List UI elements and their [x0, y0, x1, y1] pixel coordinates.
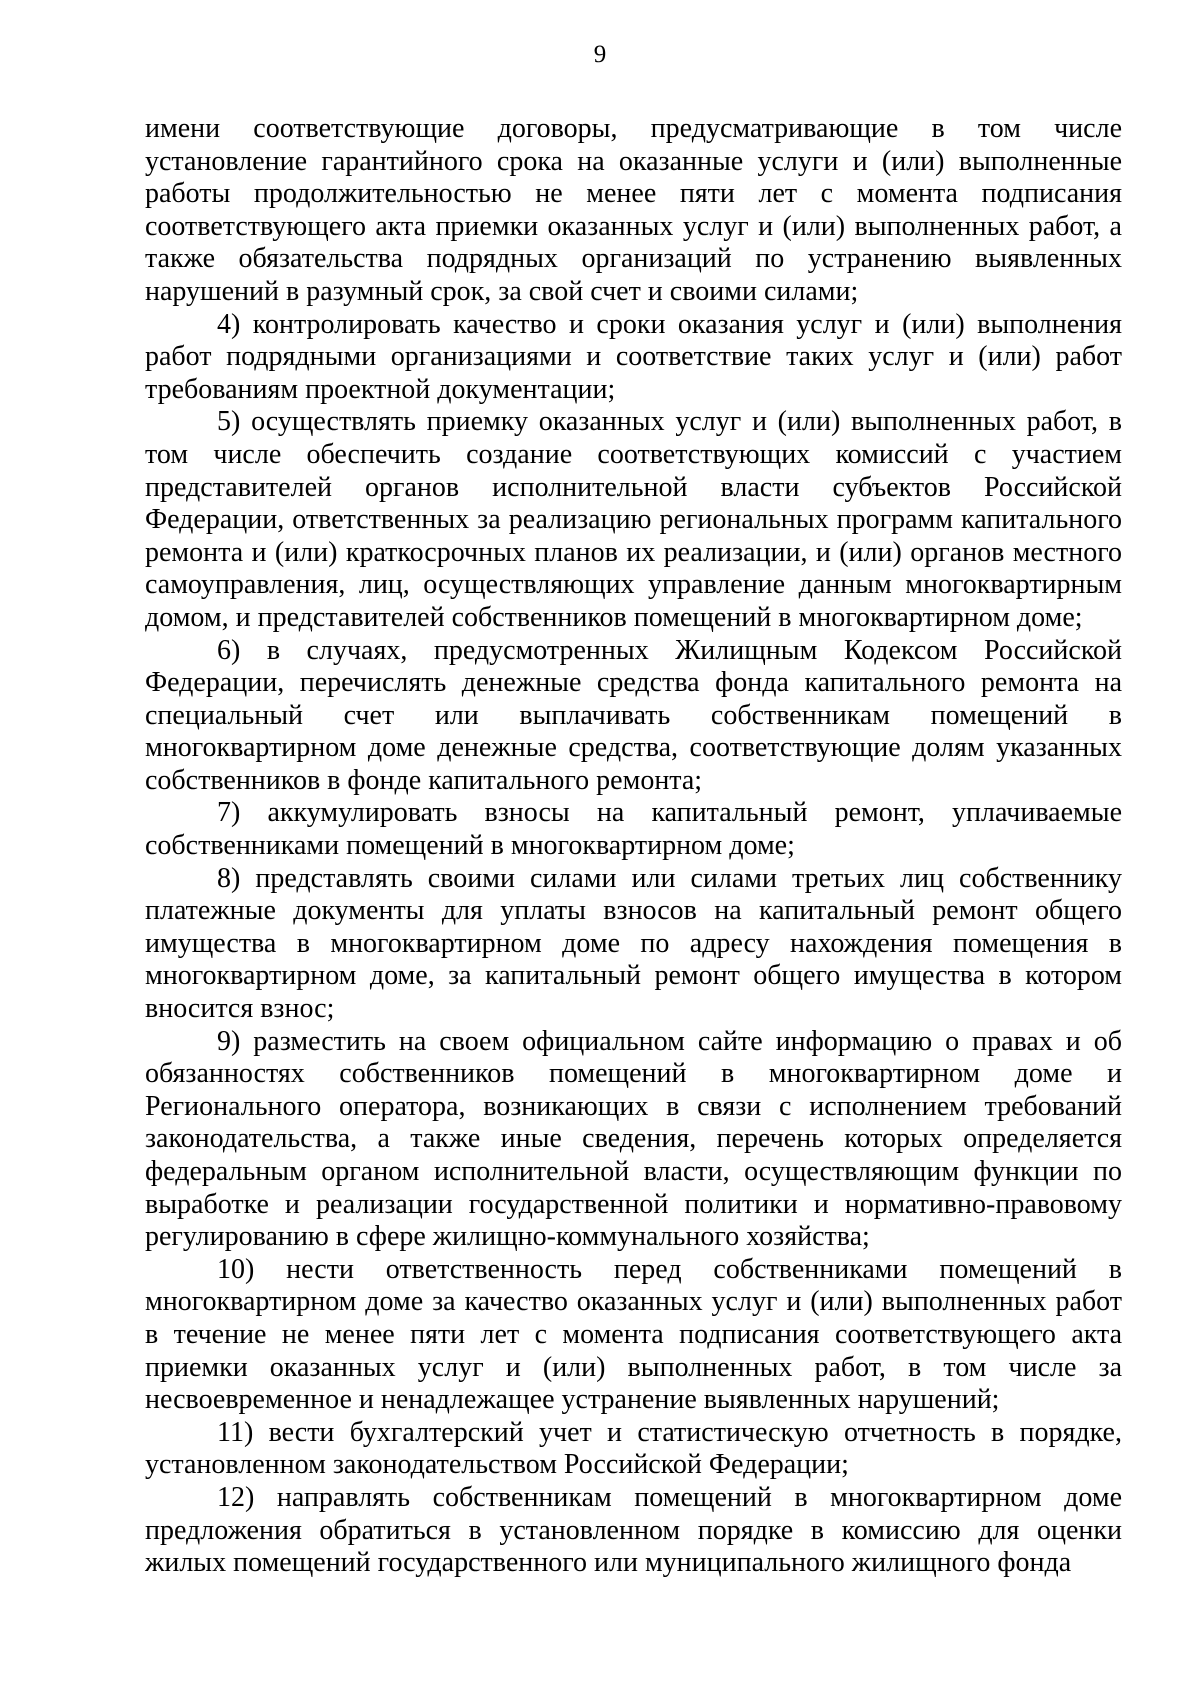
- paragraph-item-11: 11) вести бухгалтерский учет и статистическую отчетность в порядке, установленном законодательством Российской Федерации;: [145, 1416, 1122, 1481]
- paragraph-item-7: 7) аккумулировать взносы на капитальный ремонт, уплачиваемые собственниками помещений в многоквартирном доме;: [145, 797, 1122, 862]
- document-body: [145, 113, 1122, 1580]
- paragraph-continuation: имени соответствующие договоры, предусматривающие в том числе установление гарантийного срока на оказанные услуги и (или) выполненные работы продолжительностью не менее пяти лет с момента подписания соответствующего акта приемки оказанных услуг и (или) выполненных работ, а также обязательства подрядных организаций по устранению выявленных нарушений в разумный срок, за свой счет и своими силами;: [145, 113, 1122, 307]
- page-number: 9: [593, 41, 607, 68]
- paragraph-item-12: 12) направлять собственникам помещений в многоквартирном доме предложения обратиться в установленном порядке в комиссию для оценки жилых помещений государственного или муниципального жилищного фонда: [145, 1481, 1122, 1579]
- paragraph-item-5: 5) осуществлять приемку оказанных услуг и (или) выполненных работ, в том числе обеспечить создание соответствующих комиссий с участием представителей органов исполнительной власти субъектов Российской Федерации, ответственных за реализацию региональных программ капитального ремонта и (или) краткосрочных планов их реализации, и (или) органов местного самоуправления, лиц, осуществляющих управление данным многоквартирным домом, и представителей собственников помещений в многоквартирном доме;: [145, 406, 1122, 633]
- paragraph-item-6: 6) в случаях, предусмотренных Жилищным Кодексом Российской Федерации, перечислять денежные средства фонда капитального ремонта на специальный счет или выплачивать собственникам помещений в многоквартирном доме денежные средства, соответствующие долям указанных собственников в фонде капитального ремонта;: [145, 634, 1122, 796]
- paragraph-item-10: 10) нести ответственность перед собственниками помещений в многоквартирном доме за качество оказанных услуг и (или) выполненных работ в течение не менее пяти лет с момента подписания соответствующего акта приемки оказанных услуг и (или) выполненных работ, в том числе за несвоевременное и ненадлежащее устранение выявленных нарушений;: [145, 1253, 1122, 1416]
- paragraph-item-8: 8) представлять своими силами или силами третьих лиц собственнику платежные документы для уплаты взносов на капитальный ремонт общего имущества в многоквартирном доме по адресу нахождения помещения в многоквартирном доме, за капитальный ремонт общего имущества в котором вносится взнос;: [145, 862, 1122, 1025]
- paragraph-item-4: 4) контролировать качество и сроки оказания услуг и (или) выполнения работ подрядными организациями и соответствие таких услуг и (или) работ требованиям проектной документации;: [145, 308, 1122, 405]
- paragraph-item-9: 9) разместить на своем официальном сайте информацию о правах и об обязанностях собственников помещений в многоквартирном доме и Регионального оператора, возникающих в связи с исполнением требований законодательства, а также иные сведения, перечень которых определяется федеральным органом исполнительной власти, осуществляющим функции по выработке и реализации государственной политики и нормативно-правовому регулированию в сфере жилищно-коммунального хозяйства;: [145, 1025, 1122, 1253]
